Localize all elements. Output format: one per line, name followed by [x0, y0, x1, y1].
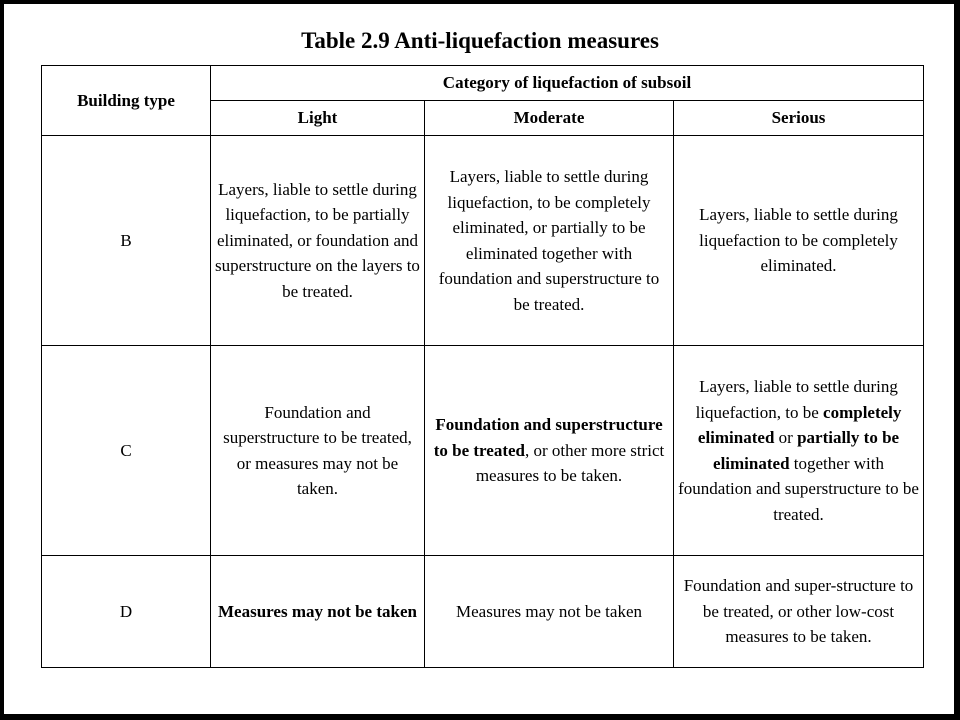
cell-moderate [425, 556, 674, 668]
header-category: Category of liquefaction of subsoil [211, 66, 924, 101]
cell-light [211, 346, 425, 556]
cell-text: or [774, 428, 798, 447]
cell-text: Foundation and superstructure to be treated, or measures may not be taken. [223, 402, 412, 498]
table-title: Table 2.9 Anti-liquefaction measures [301, 28, 659, 53]
cell-light [211, 136, 425, 346]
cell-text-bold: partially to be eliminated [713, 428, 900, 473]
header-serious: Serious [674, 101, 924, 136]
cell-moderate [425, 136, 674, 346]
header-building-type: Building type [42, 66, 211, 136]
row-type-cell: C [42, 346, 211, 556]
cell-serious [674, 556, 924, 668]
table-header-row [42, 66, 924, 101]
header-light: Light [211, 101, 425, 136]
cell-text: Layers, liable to settle during liquefaction, to be [695, 377, 898, 422]
row-type-cell: D [42, 556, 211, 668]
cell-moderate [425, 346, 674, 556]
cell-text: , or other more strict measures to be taken. [475, 440, 665, 486]
cell-text-bold: Foundation and superstructure to be treated [433, 415, 663, 460]
cell-text: Layers, liable to settle during liquefaction, to be completely eliminated, or partially to be eliminated together with foundation and superstructure to be treated. [438, 167, 660, 314]
anti-liquefaction-table [41, 65, 924, 668]
cell-text-bold: Measures may not be taken [218, 601, 417, 621]
table-row [42, 556, 924, 668]
cell-text: Layers, liable to settle during liquefaction to be completely eliminated. [699, 205, 898, 276]
row-type-cell: B [42, 136, 211, 346]
cell-serious [674, 346, 924, 556]
table-row [42, 136, 924, 346]
header-moderate: Moderate [425, 101, 674, 136]
cell-text: Foundation and super-structure to be treated, or other low-cost measures to be taken. [683, 576, 914, 647]
table-row [42, 346, 924, 556]
cell-text: together with foundation and superstructure to be treated. [678, 453, 919, 524]
cell-light [211, 556, 425, 668]
cell-text-bold: completely eliminated [697, 402, 902, 447]
cell-text: Measures may not be taken [456, 601, 642, 621]
cell-text: Layers, liable to settle during liquefaction, to be partially eliminated, or foundation and superstructure on the layers to be treated. [215, 179, 420, 301]
cell-serious [674, 136, 924, 346]
